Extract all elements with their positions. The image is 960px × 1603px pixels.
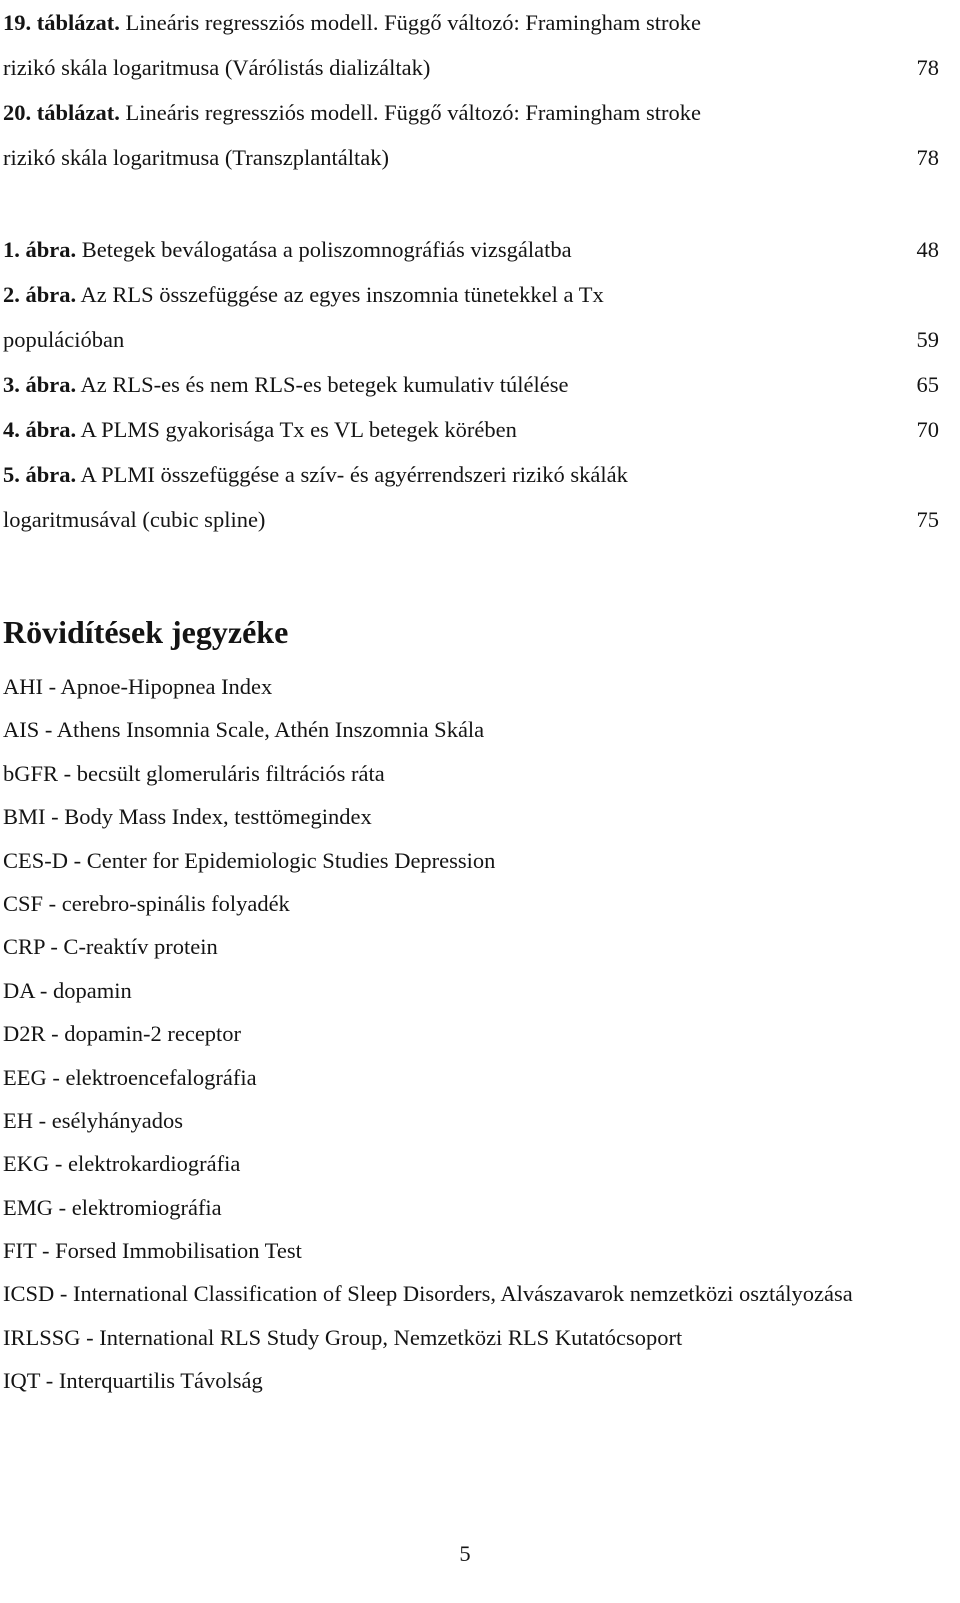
toc-entry-label: 3. ábra. [3, 372, 77, 397]
list-item: EEG - elektroencefalográfia [3, 1064, 257, 1090]
toc-entry-table-19[interactable] [3, 0, 939, 90]
toc-entry-page: 78 [916, 145, 939, 170]
toc-entry-title: Az RLS-es és nem RLS-es betegek kumulativ túlélése [80, 372, 569, 397]
toc-entry-title: Betegek beválogatása a poliszomnográfiás vizsgálatba [81, 237, 572, 262]
table-of-contents [3, 0, 939, 542]
toc-entry-title-cont: logaritmusával (cubic spline) [3, 507, 266, 532]
toc-entry-table-20[interactable] [3, 90, 939, 180]
toc-entry-figure-2[interactable] [3, 272, 939, 362]
page-number: 5 [459, 1541, 471, 1566]
toc-entry-figure-3[interactable] [3, 362, 939, 407]
list-item: bGFR - becsült glomeruláris filtrációs ráta [3, 760, 385, 786]
list-item: CSF - cerebro-spinális folyadék [3, 890, 290, 916]
toc-entry-figure-1[interactable] [3, 227, 939, 272]
list-item: AHI - Apnoe-Hipopnea Index [3, 674, 273, 699]
toc-entry-title-cont: populációban [3, 327, 125, 352]
list-item: EMG - elektromiográfia [3, 1194, 222, 1220]
toc-entry-page: 48 [916, 237, 939, 262]
list-item: EH - esélyhányados [3, 1107, 183, 1133]
list-item: FIT - Forsed Immobilisation Test [3, 1238, 302, 1264]
list-item: D2R - dopamin-2 receptor [3, 1021, 242, 1047]
toc-entry-page: 65 [916, 372, 939, 397]
section-spacer [3, 180, 939, 227]
toc-entry-label: 20. táblázat. [3, 100, 120, 125]
abbreviations-heading: Rövidítések jegyzéke [3, 614, 289, 650]
toc-entry-figure-5[interactable] [3, 452, 939, 542]
list-item: DA - dopamin [3, 977, 132, 1003]
list-item: EKG - elektrokardiográfia [3, 1151, 241, 1177]
toc-entry-page: 78 [916, 55, 939, 80]
toc-entry-label: 4. ábra. [3, 417, 77, 442]
abbreviations-list [3, 672, 903, 1410]
toc-entry-label: 5. ábra. [3, 462, 77, 487]
toc-entry-title: Az RLS összefüggése az egyes inszomnia tünetekkel a Tx [80, 282, 604, 307]
toc-entry-page: 75 [916, 507, 939, 532]
toc-entry-label: 2. ábra. [3, 282, 77, 307]
toc-entry-title: A PLMS gyakorisága Tx es VL betegek körében [80, 417, 517, 442]
list-item: AIS - Athens Insomnia Scale, Athén Inszomnia Skála [3, 717, 485, 743]
list-item: IRLSSG - International RLS Study Group, Nemzetközi RLS Kutatócsoport [3, 1324, 683, 1350]
list-item: BMI - Body Mass Index, testtömegindex [3, 804, 372, 830]
toc-entry-title-cont: rizikó skála logaritmusa (Várólistás dializáltak) [3, 55, 431, 80]
toc-entry-title: Lineáris regressziós modell. Függő változó: Framingham stroke [125, 10, 702, 35]
toc-entry-title: A PLMI összefüggése a szív- és agyérrendszeri rizikó skálák [80, 462, 628, 487]
toc-entry-page: 59 [916, 327, 939, 352]
list-item: ICSD - International Classification of Sleep Disorders, Alvászavarok nemzetközi osztályozása [3, 1281, 853, 1307]
toc-entry-label: 19. táblázat. [3, 10, 120, 35]
list-item: CRP - C-reaktív protein [3, 934, 218, 960]
toc-entry-figure-4[interactable] [3, 407, 939, 452]
toc-entry-title-cont: rizikó skála logaritmusa (Transzplantáltak) [3, 145, 389, 170]
list-item: CES-D - Center for Epidemiologic Studies Depression [3, 847, 496, 873]
list-item: IQT - Interquartilis Távolság [3, 1368, 263, 1394]
toc-entry-title: Lineáris regressziós modell. Függő változó: Framingham stroke [125, 100, 702, 125]
toc-entry-page: 70 [916, 417, 939, 442]
toc-entry-label: 1. ábra. [3, 237, 77, 262]
